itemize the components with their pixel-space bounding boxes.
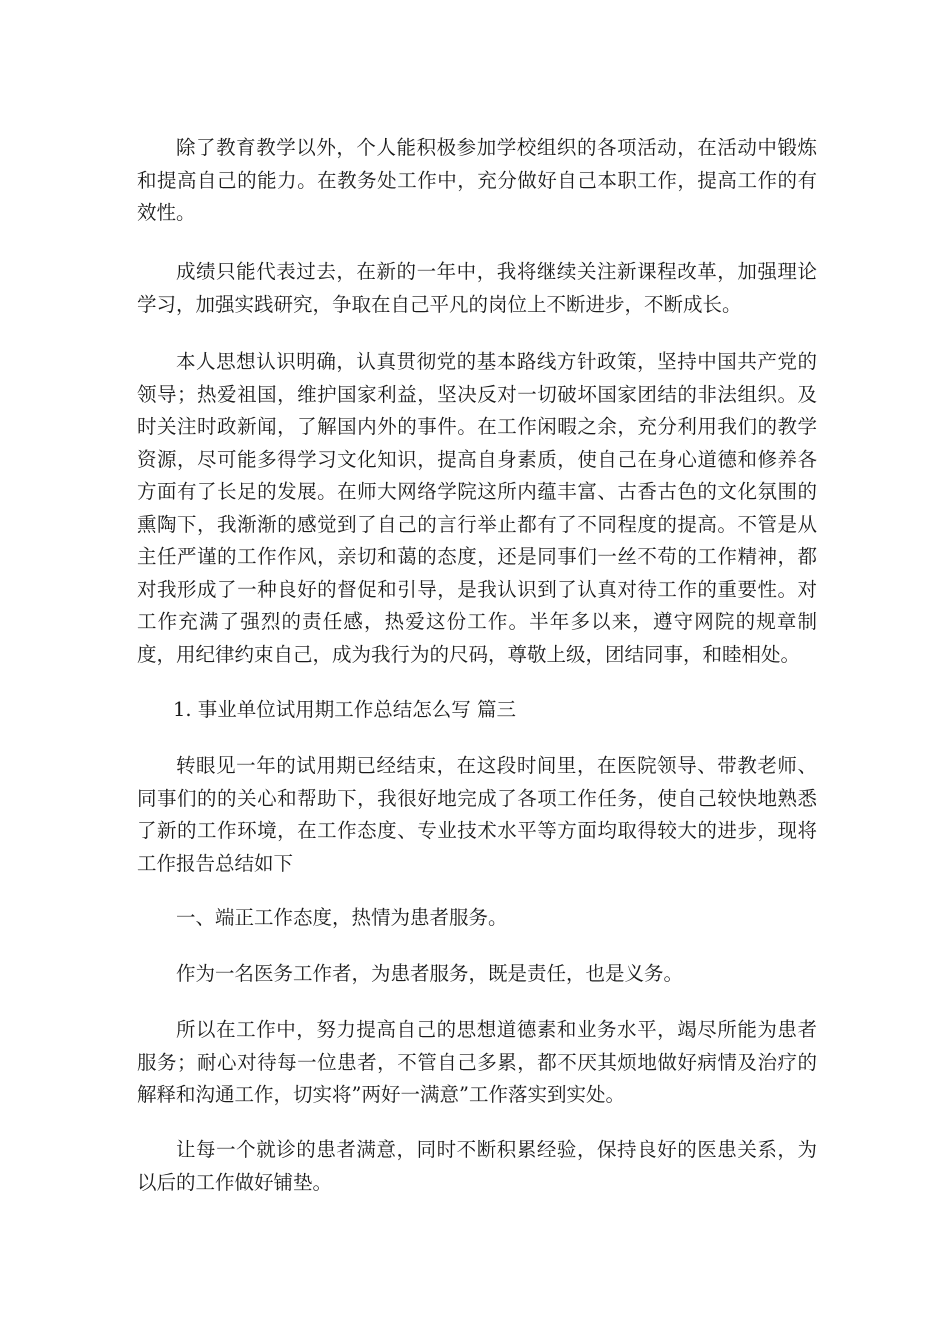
paragraph-intro: 转眼见一年的试用期已经结束，在这段时间里，在医院领导、带教老师、同事们的的关心和帮助下，我很好地完成了各项工作任务，使自己较快地熟悉了新的工作环境，在工作态度、专业技术水平等方面均取得较大的进步，现将工作报告总结如下 bbox=[137, 754, 817, 875]
paragraph-activities: 除了教育教学以外，个人能积极参加学校组织的各项活动，在活动中锻炼和提高自己的能力。在教务处工作中，充分做好自己本职工作，提高工作的有效性。 bbox=[137, 136, 817, 224]
paragraph-satisfaction: 让每一个就诊的患者满意，同时不断积累经验，保持良好的医患关系，为以后的工作做好铺垫。 bbox=[137, 1138, 817, 1194]
paragraph-future-plans: 成绩只能代表过去，在新的一年中，我将继续关注新课程改革，加强理论学习，加强实践研究，争取在自己平凡的岗位上不断进步，不断成长。 bbox=[137, 260, 817, 316]
paragraph-duty: 作为一名医务工作者，为患者服务，既是责任，也是义务。 bbox=[176, 962, 684, 985]
paragraph-attitude-heading: 一、端正工作态度，热情为患者服务。 bbox=[176, 906, 508, 929]
paragraph-service: 所以在工作中，努力提高自己的思想道德素和业务水平，竭尽所能为患者服务；耐心对待每一位患者，不管自己多累，都不厌其烦地做好病情及治疗的解释和沟通工作，切实将”两好一满意”工作落实到实处。 bbox=[137, 1018, 817, 1106]
section-heading: 1. 事业单位试用期工作总结怎么写 篇三 bbox=[173, 698, 517, 721]
paragraph-ideology: 本人思想认识明确，认真贯彻党的基本路线方针政策，坚持中国共产党的领导；热爱祖国，维护国家利益，坚决反对一切破坏国家团结的非法组织。及时关注时政新闻，了解国内外的事件。在工作闲暇之余，充分利用我们的教学资源，尽可能多得学习文化知识，提高自身素质，使自己在身心道德和修养各方面有了长足的发展。在师大网络学院这所内蕴丰富、古香古色的文化氛围的熏陶下，我渐渐的感觉到了自己的言行举止都有了不同程度的提高。不管是从主任严谨的工作作风，亲切和蔼的态度，还是同事们一丝不苟的工作精神，都对我形成了一种良好的督促和引导，是我认识到了认真对待工作的重要性。对工作充满了强烈的责任感，热爱这份工作。半年多以来，遵守网院的规章制度，用纪律约束自己，成为我行为的尺码，尊敬上级，团结同事，和睦相处。 bbox=[137, 350, 817, 666]
